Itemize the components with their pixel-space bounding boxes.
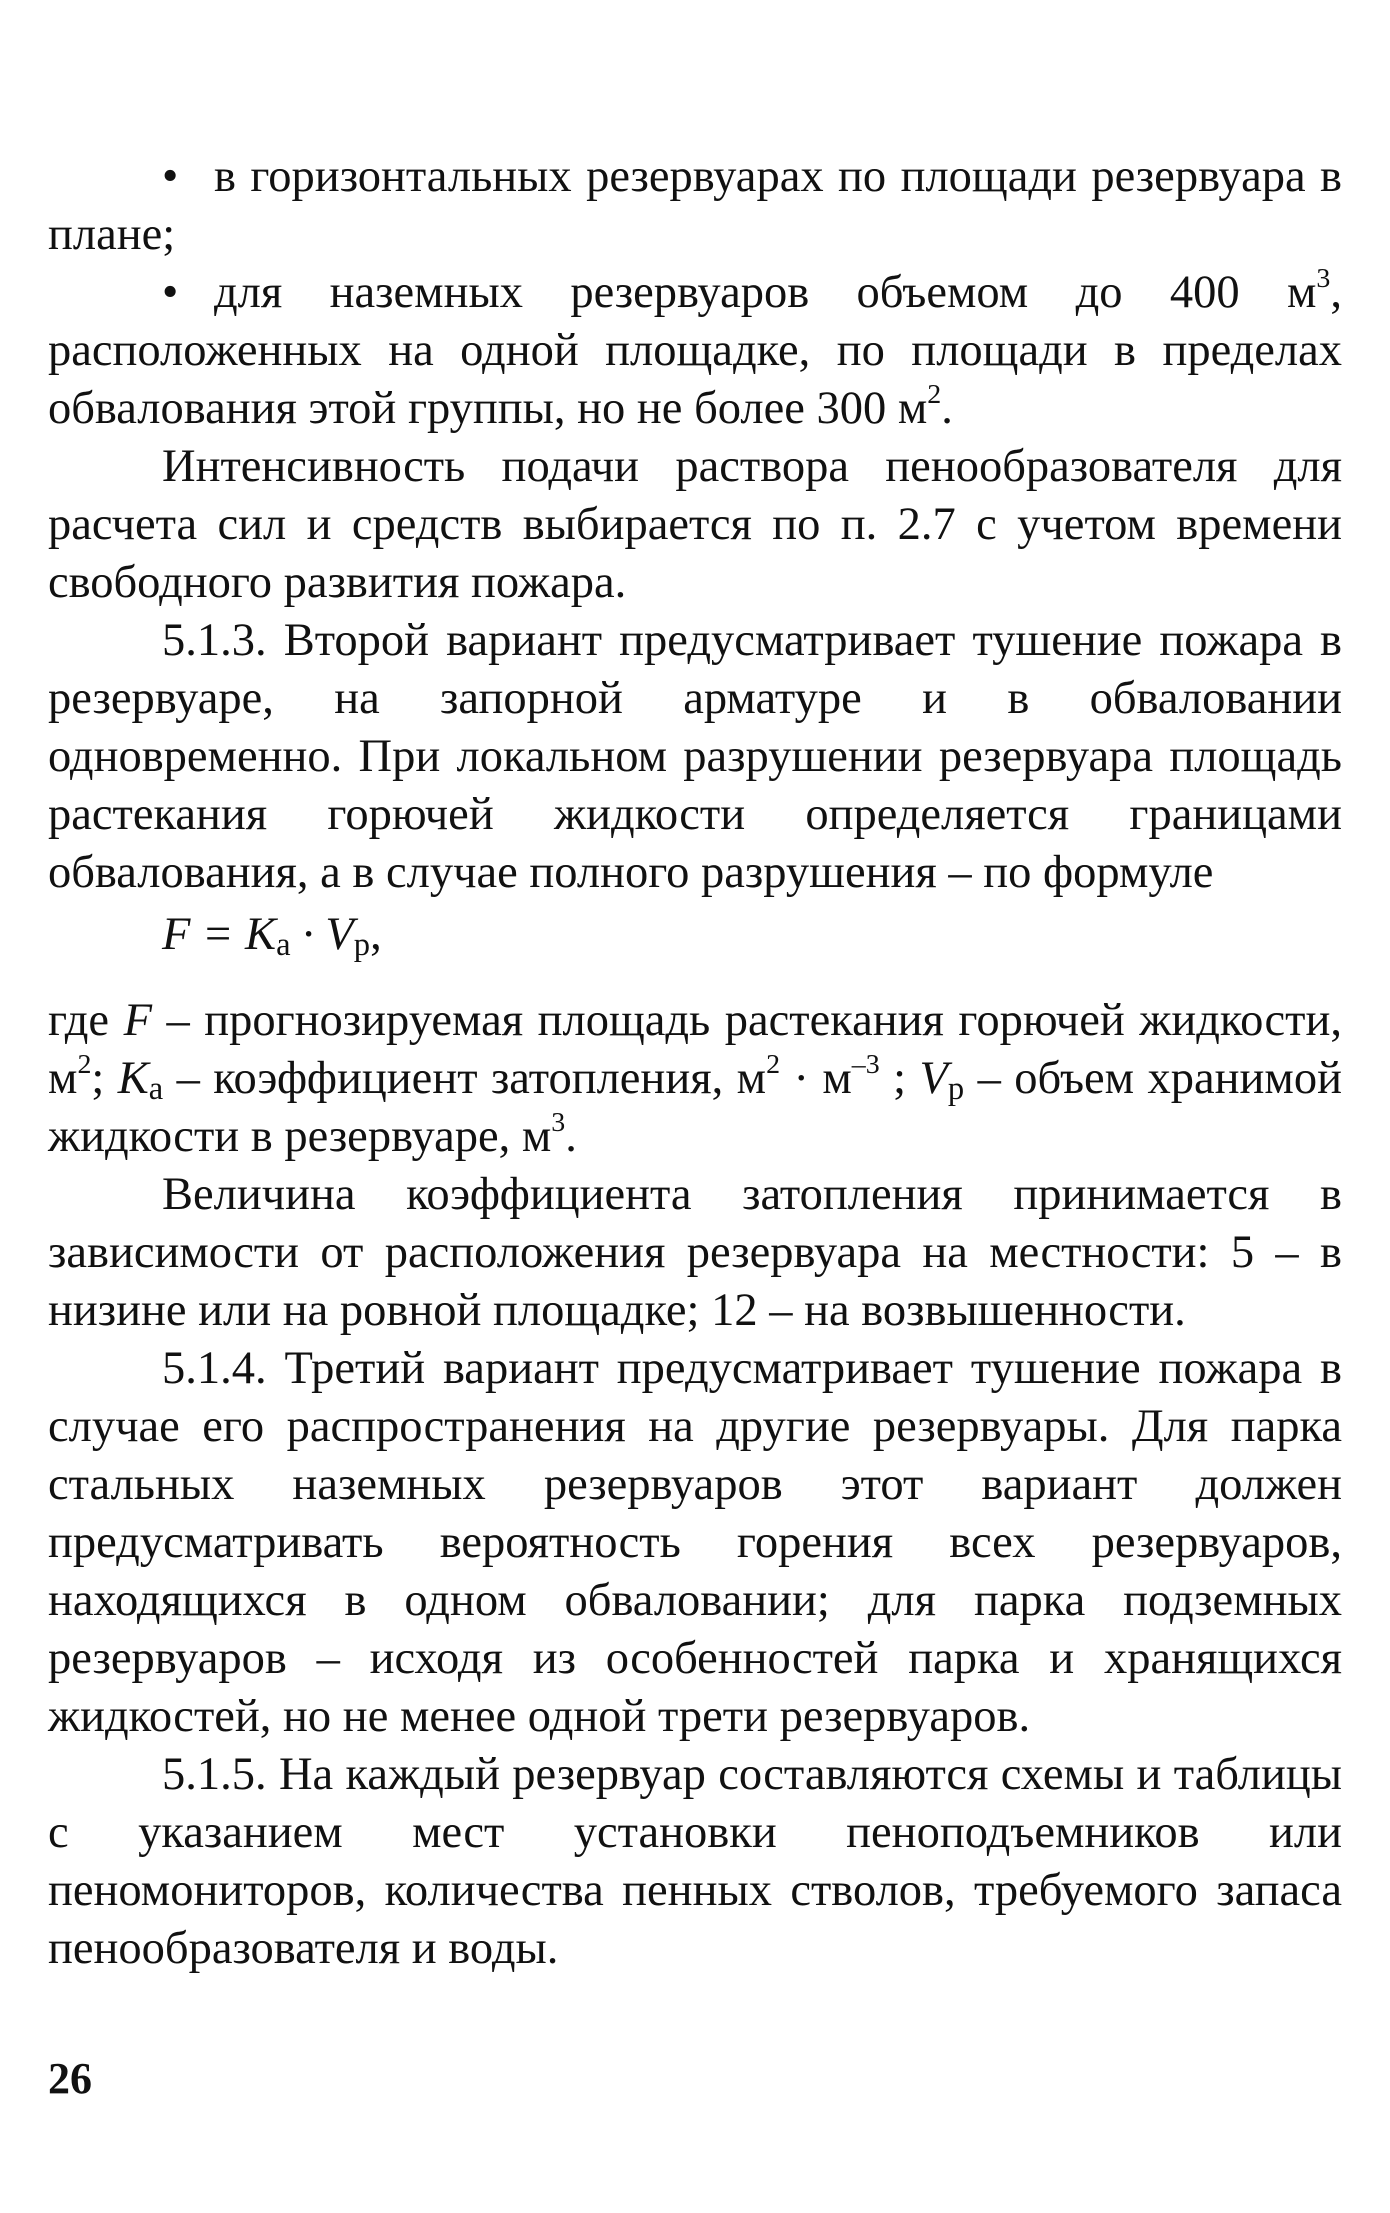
bullet-icon: •	[162, 267, 179, 318]
paragraph-coefficient: Величина коэффициента затопления принимается в зависимости от расположения резервуара на местности: 5 – в низине или на ровной площадке; 12 – на возвышенности.	[48, 1169, 1342, 1336]
paragraph-5-1-5: 5.1.5. На каждый резервуар составляются схемы и таблицы с указанием мест установки пеноподъемников или пеномониторов, количества пенных стволов, требуемого запаса пенообразователя и воды.	[48, 1749, 1342, 1974]
formula-area: F = Kа · Vр,	[162, 909, 382, 963]
bullet-item-horizontal: • в горизонтальных резервуарах по площади резервуара в плане;	[48, 148, 1342, 264]
paragraph-intensity: Интенсивность подачи раствора пенообразователя для расчета сил и средств выбирается по п. 2.7 с учетом времени свободного развития пожара.	[48, 441, 1342, 608]
bullet-item-ground-tanks: • для наземных резервуаров объемом до 400 $м^3$, расположенных на одной площадке, по площади в пределах обвалования этой группы, но не более 300 $м^2$.	[48, 263, 1342, 434]
paragraph-where: где F – прогнозируемая площадь растекания горючей жидкости, $м^2$; Kа – коэффициент затопления, $м^2 \cdot м^{-3}$ ; Vр – объем хранимой жидкости в резервуаре, $м^3$.	[48, 995, 1342, 1162]
bullet-icon: •	[162, 151, 179, 202]
paragraph-5-1-4: 5.1.4. Третий вариант предусматривает тушение пожара в случае его распространения на другие резервуары. Для парка стальных наземных резервуаров этот вариант должен предусматривать вероятность горения всех резервуаров, находящихся в одном обваловании; для парка подземных резервуаров – исходя из особенностей парка и хранящихся жидкостей, но не менее одной трети резервуаров.	[48, 1343, 1342, 1742]
page-number: 26	[48, 2054, 92, 2103]
paragraph-5-1-3: 5.1.3. Второй вариант предусматривает тушение пожара в резервуаре, на запорной арматуре и в обваловании одновременно. При локальном разрушении резервуара площадь растекания горючей жидкости определяется границами обвалования, а в случае полного разрушения – по формуле	[48, 615, 1342, 898]
